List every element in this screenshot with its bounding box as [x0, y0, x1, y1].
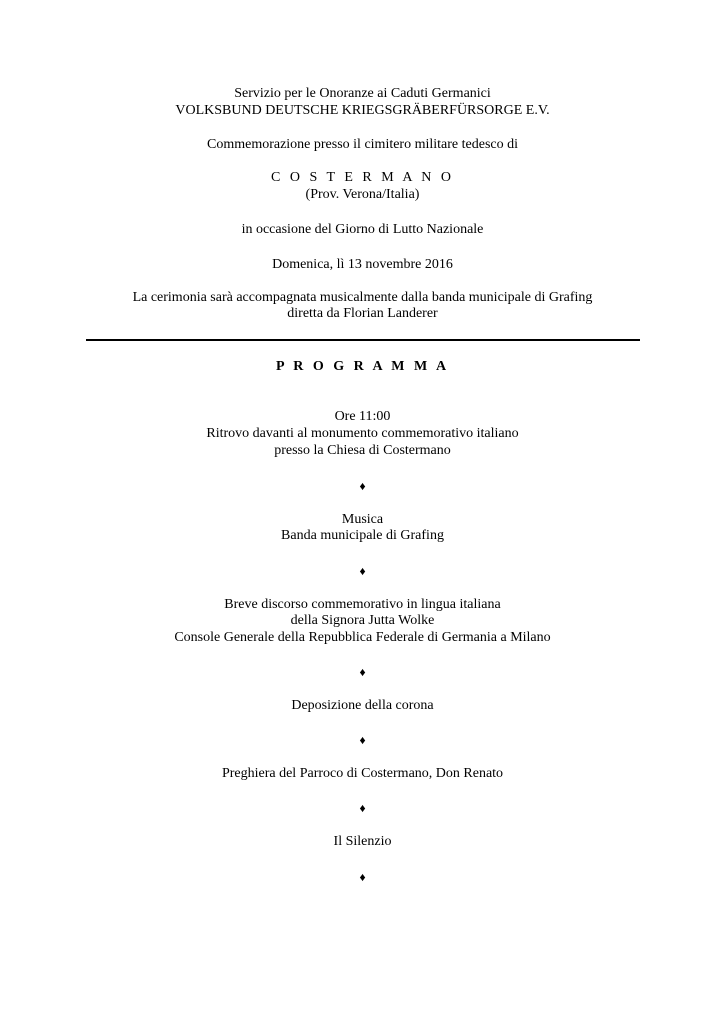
program-item-prayer: Preghiera del Parroco di Costermano, Don Renato	[221, 766, 504, 781]
program-item-speech: Breve discorso commemorativo in lingua italiana	[224, 597, 501, 612]
program-title: P R O G R A M M A	[275, 359, 450, 374]
program-item-gathering-location: presso la Chiesa di Costermano	[274, 443, 451, 458]
diamond-separator-icon: ♦	[359, 479, 366, 493]
program-item-speaker: della Signora Jutta Wolke	[290, 613, 435, 628]
diamond-separator-icon: ♦	[359, 870, 366, 884]
org-name-italian: Servizio per le Onoranze ai Caduti Germanici	[234, 86, 491, 101]
province-text: (Prov. Verona/Italia)	[305, 187, 420, 202]
event-date: Domenica, lì 13 novembre 2016	[272, 257, 453, 272]
org-name-german: VOLKSBUND DEUTSCHE KRIEGSGRÄBERFÜRSORGE E.V.	[175, 103, 550, 118]
diamond-separator-icon: ♦	[359, 801, 366, 815]
program-item-gathering: Ritrovo davanti al monumento commemorativo italiano	[206, 426, 519, 441]
program-item-music-band: Banda municipale di Grafing	[281, 528, 444, 543]
music-note-line2: diretta da Florian Landerer	[287, 306, 438, 321]
diamond-separator-icon: ♦	[359, 564, 366, 578]
diamond-separator-icon: ♦	[359, 733, 366, 747]
program-item-music: Musica	[341, 512, 384, 527]
music-note-line1: La cerimonia sarà accompagnata musicalmente dalla banda municipale di Grafing	[132, 290, 593, 305]
horizontal-divider	[86, 339, 640, 341]
occasion-text: in occasione del Giorno di Lutto Nazionale	[241, 222, 484, 237]
program-item-wreath: Deposizione della corona	[291, 698, 434, 713]
diamond-separator-icon: ♦	[359, 665, 366, 679]
program-item-speaker-title: Console Generale della Repubblica Federale di Germania a Milano	[174, 630, 551, 645]
place-name: C O S T E R M A N O	[271, 170, 454, 185]
commemoration-text: Commemorazione presso il cimitero militare tedesco di	[206, 137, 519, 152]
program-item-silence: Il Silenzio	[333, 834, 392, 849]
program-item-time: Ore 11:00	[334, 409, 391, 424]
